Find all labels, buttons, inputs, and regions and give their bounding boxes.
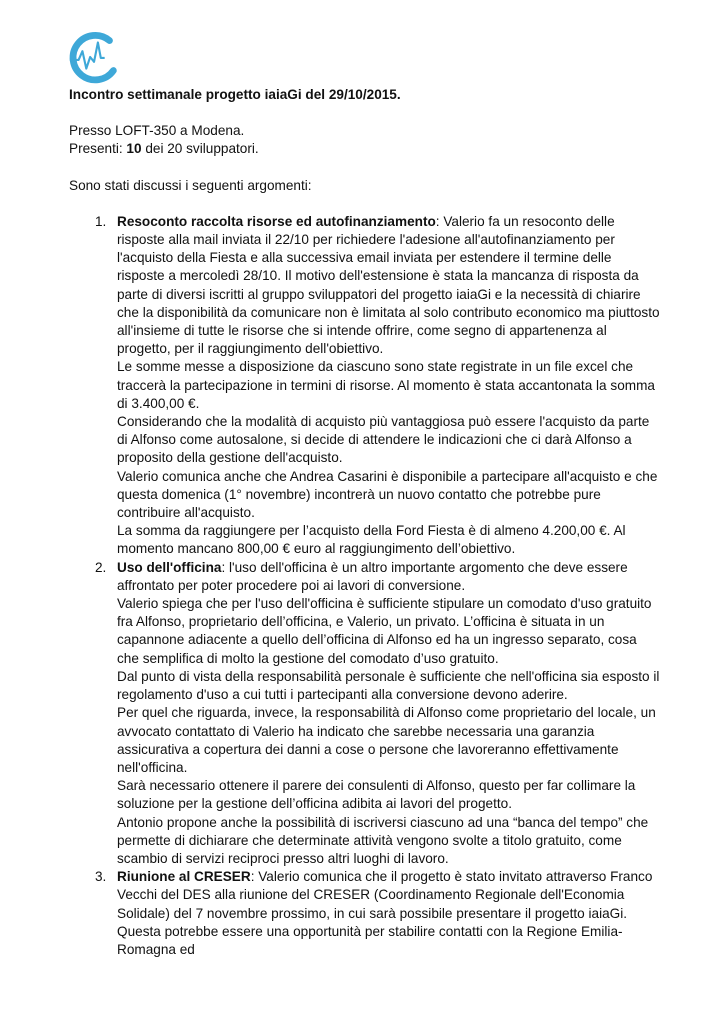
attendance-prefix: Presenti:: [69, 141, 127, 157]
item-lead-text: : Valerio fa un resoconto delle risposte alla mail inviata il 22/10 per richiedere l'adesione all'autofinanziamento per l'acquisto della Fiesta e alla successiva email inviata per estendere il termine delle risposte a mercoledì 28/10. Il motivo dell'estensione è stata la mancanza di risposta da parte di diversi iscritti al gruppo sviluppatori del progetto iaiaGi e la necessità di chiarire che la disponibilità da comunicare non è limitata al solo contributo economico ma piuttosto all'insieme di tutte le risorse che si intende offrire, come segno di appartenenza al progetto, per il raggiungimento dell'obiettivo.: [117, 213, 660, 357]
item-heading: Uso dell'officina: [117, 559, 222, 575]
item-paragraph: La somma da raggiungere per l’acquisto della Ford Fiesta è di almeno 4.200,00 €. Al momento mancano 800,00 € euro al raggiungimento dell’obiettivo.: [117, 523, 626, 557]
item-number: 3.: [95, 869, 107, 885]
iaiagi-logo-icon: [66, 28, 124, 86]
document-title: Incontro settimanale progetto iaiaGi del 29/10/2015.: [69, 87, 401, 102]
item-paragraph: Per quel che riguarda, invece, la responsabilità di Alfonso come proprietario del locale, un avvocato contattato di Valerio ha indicato che sarebbe necessaria una garanzia assicurativa a copertura dei danni a cose o persone che lavoreranno effettivamente nell'officina.: [117, 705, 656, 775]
attendance-line: [69, 140, 661, 158]
item-number: 1.: [95, 213, 107, 229]
item-heading: Riunione al CRESER: [117, 869, 251, 885]
item-lead: [117, 559, 661, 595]
attendance-count: 10: [126, 141, 142, 157]
item-paragraph: Valerio spiega che per l'uso dell'officina è sufficiente stipulare un comodato d'uso gratuito fra Alfonso, proprietario dell’officina, e Valerio, un privato. L’officina è situata in un capannone adiacente a quello dell’officina di Alfonso ed ha un ingresso separato, cosa che semplifica di molto la gestione del comodato d’uso gratuito.: [117, 596, 652, 666]
meeting-location: Presso LOFT-350 a Modena.: [69, 123, 245, 139]
item-paragraph: Le somme messe a disposizione da ciascuno sono state registrate in un file excel che traccerà la partecipazione in termini di risorse. Al momento è stata accantonata la somma di 3.400,00 €.: [117, 359, 655, 411]
item-paragraph: Sarà necessario ottenere il parere dei consulenti di Alfonso, questo per far collimare la soluzione per la gestione dell’officina adibita ai lavori del progetto.: [117, 778, 636, 812]
item-paragraph: Dal punto di vista della responsabilità personale è sufficiente che nell'officina sia esposto il regolamento d'uso a cui tutti i partecipanti alla conversione devono aderire.: [117, 668, 660, 703]
item-paragraph: Antonio propone anche la possibilità di iscriversi ciascuno ad una “banca del tempo” che permette di dichiarare che determinate attività vengono svolte a titolo gratuito, come scambio di servizi reciproci presso altri luoghi di lavoro.: [117, 814, 649, 866]
item-lead: [117, 868, 661, 959]
item-lead: [117, 213, 661, 359]
item-paragraph: Valerio comunica anche che Andrea Casarini è disponibile a partecipare all'acquisto e che questa domenica (1° novembre) incontrerà un nuovo contatto che potrebbe pure contribuire all'acquisto.: [117, 468, 658, 521]
intro-text: Sono stati discussi i seguenti argomenti:: [69, 177, 312, 193]
item-lead-text: : l'uso dell'officina è un altro importante argomento che deve essere affrontato per poter procedere poi ai lavori di conversione.: [117, 559, 628, 593]
item-paragraph: Considerando che la modalità di acquisto più vantaggiosa può essere l'acquisto da parte di Alfonso come autosalone, si decide di attendere le indicazioni che ci darà Alfonso a proposito della gestione dell'acquisto.: [117, 414, 650, 466]
item-heading: Resoconto raccolta risorse ed autofinanziamento: [117, 213, 436, 229]
topics-list: [69, 213, 661, 959]
document-body: [69, 86, 661, 959]
attendance-suffix: dei 20 sviluppatori.: [141, 141, 259, 157]
list-item: [69, 559, 661, 868]
list-item: [69, 213, 661, 559]
list-item: [69, 868, 661, 959]
item-number: 2.: [95, 559, 107, 575]
item-lead-text: : Valerio comunica che il progetto è stato invitato attraverso Franco Vecchi del DES alla riunione del CRESER (Coordinamento Regionale dell'Economia Solidale) del 7 novembre prossimo, in cui sarà possibile presentare il progetto iaiaGi. Questa potrebbe essere una opportunità per stabilire contatti con la Regione Emilia-Romagna ed: [117, 869, 653, 957]
logo-label: iaiaGi logo: [95, 84, 100, 86]
